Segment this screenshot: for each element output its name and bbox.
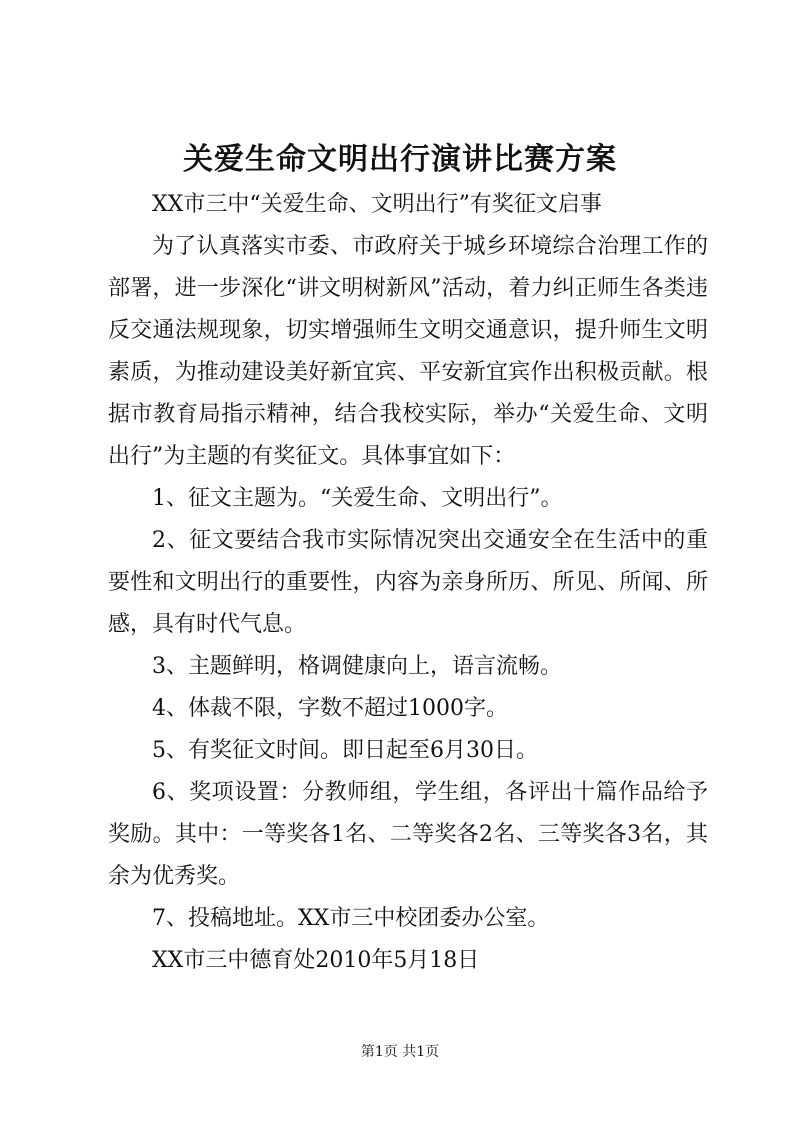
document-body xyxy=(108,184,708,982)
notice-heading: XX市三中“关爱生命、文明出行”有奖征文启事 xyxy=(152,192,602,217)
signature-date: XX市三中德育处2010年5月18日 xyxy=(152,948,480,973)
item-2-requirements: 2、征文要结合我市实际情况突出交通安全在生活中的重要性和文明出行的重要性，内容为亲身所历、所见、所闻、所感，具有时代气息。 xyxy=(108,528,708,637)
item-1-theme: 1、征文主题为。“关爱生命、文明出行”。 xyxy=(152,486,563,511)
page-footer: 第1页 共1页 xyxy=(360,1044,440,1060)
item-7-submission: 7、投稿地址。XX市三中校团委办公室。 xyxy=(152,906,550,931)
item-5-period: 5、有奖征文时间。即日起至6月30日。 xyxy=(152,738,538,763)
item-6-awards: 6、奖项设置：分教师组，学生组，各评出十篇作品给予奖励。其中：一等奖各1名、二等奖各2名、三等奖各3名，其余为优秀奖。 xyxy=(108,780,708,889)
intro-paragraph: 为了认真落实市委、市政府关于城乡环境综合治理工作的部署，进一步深化“讲文明树新风”活动，着力纠正师生各类违反交通法规现象，切实增强师生文明交通意识，提升师生文明素质，为推动建设美好新宜宾、平安新宜宾作出积极贡献。根据市教育局指示精神，结合我校实际，举办“关爱生命、文明出行”为主题的有奖征文。具体事宜如下： xyxy=(108,234,708,469)
item-3-style: 3、主题鲜明，格调健康向上，语言流畅。 xyxy=(152,654,562,679)
document-title: 关爱生命文明出行演讲比赛方案 xyxy=(183,142,617,177)
item-4-length: 4、体裁不限，字数不超过1000字。 xyxy=(152,696,508,721)
